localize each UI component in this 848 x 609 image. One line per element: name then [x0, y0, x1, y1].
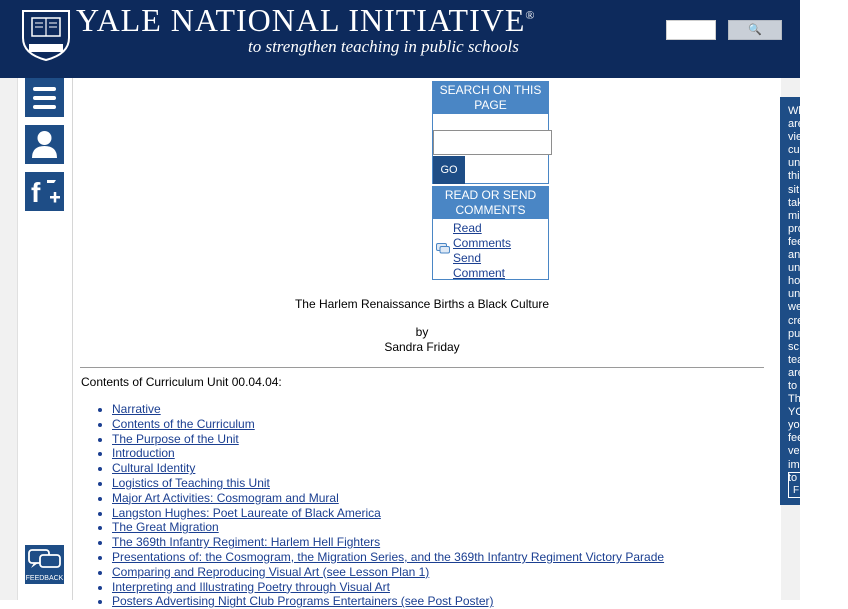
feedback-survey-line: fee: [788, 432, 804, 445]
feedback-survey-line: are: [788, 118, 804, 131]
site-search-button[interactable]: [728, 20, 782, 40]
social-share-button[interactable]: [25, 172, 64, 211]
toc-link[interactable]: Posters Advertising Night Club Programs Entertainers (see Post Poster): [112, 594, 494, 609]
comments-body: [433, 219, 548, 283]
toc-link[interactable]: Cultural Identity: [112, 461, 196, 476]
feedback-survey-line: pro: [788, 222, 804, 235]
toc-item: [112, 580, 664, 595]
svg-text:f: f: [31, 177, 41, 208]
feedback-button[interactable]: [25, 545, 64, 584]
read-comments-link[interactable]: Read Comments: [453, 221, 512, 250]
feedback-survey-line: Th: [788, 393, 801, 406]
toc-item: [112, 417, 664, 432]
feedback-survey-line: sc: [788, 340, 799, 353]
toc-link[interactable]: Narrative: [112, 402, 161, 416]
toc-link[interactable]: Introduction: [112, 446, 175, 461]
registered-mark: ®: [525, 8, 536, 22]
byline-by: by: [415, 325, 429, 339]
author-name: Sandra Friday: [384, 340, 460, 354]
toc-link[interactable]: Major Art Activities: Cosmogram and Mural: [112, 490, 339, 505]
toc-link[interactable]: Contents of the Curriculum: [112, 416, 255, 431]
chat-bubbles-icon: [25, 545, 64, 573]
feedback-survey-line: vie: [788, 131, 803, 144]
toc-item: [112, 550, 664, 565]
comments-widget: [432, 186, 549, 280]
feedback-survey-line: YO: [788, 406, 804, 419]
feedback-survey-line: im: [788, 458, 800, 471]
user-account-button[interactable]: [25, 125, 64, 164]
feedback-survey-line: Wh: [788, 105, 805, 117]
feedback-survey-line: tea: [788, 353, 804, 366]
feedback-survey-line: un: [788, 157, 801, 170]
comments-heading: READ OR SEND COMMENTS: [433, 187, 548, 219]
feedback-survey-line: to: [788, 471, 798, 484]
feedback-survey-line: ve: [788, 445, 800, 458]
feedback-survey-text: [788, 105, 848, 485]
toc-item: [112, 432, 664, 447]
site-search-input[interactable]: [666, 20, 716, 40]
toc-link[interactable]: Interpreting and Illustrating Poetry through Visual Art: [112, 579, 390, 594]
feedback-survey-line: cre: [788, 314, 804, 327]
toc-link[interactable]: Logistics of Teaching this Unit: [112, 475, 270, 490]
page-search-heading: SEARCH ON THIS PAGE: [433, 82, 548, 114]
toc-item: [112, 461, 664, 476]
toc-item: [112, 446, 664, 461]
feedback-survey-line: un: [788, 288, 801, 301]
feedback-label: FEEDBACK: [25, 575, 64, 582]
site-title-text[interactable]: YALE NATIONAL INITIATIVE: [76, 2, 526, 38]
site-tagline: to strengthen teaching in public schools: [248, 37, 519, 56]
toc-item: [112, 594, 664, 609]
feedback-survey-line: cu: [788, 144, 800, 157]
feedback-survey-line: un: [788, 262, 801, 275]
user-icon: [25, 125, 64, 164]
page-search-widget: [432, 81, 549, 184]
yale-shield-icon: [20, 8, 72, 62]
comments-links: [453, 221, 523, 281]
feedback-survey-line: yo: [788, 419, 800, 432]
feedback-survey-line: pu: [788, 327, 801, 340]
feedback-survey-line: mi: [788, 209, 800, 222]
site-header: [0, 0, 800, 78]
toc-item: [112, 565, 664, 580]
feedback-survey-line: thi: [788, 170, 800, 183]
toc-link[interactable]: Comparing and Reproducing Visual Art (see Lesson Plan 1): [112, 564, 430, 579]
feedback-survey-button[interactable]: F: [788, 472, 818, 498]
send-comment-link[interactable]: Send Comment: [453, 251, 506, 280]
toc-item: [112, 476, 664, 491]
toc-link[interactable]: The Great Migration: [112, 520, 219, 535]
toc-link[interactable]: The 369th Infantry Regiment: Harlem Hell Fighters: [112, 535, 381, 550]
toc-item: [112, 506, 664, 521]
toc-item: [112, 535, 664, 550]
menu-button[interactable]: [25, 78, 64, 117]
search-icon: 🔍: [748, 24, 762, 36]
site-title[interactable]: [76, 2, 536, 39]
feedback-survey-line: are: [788, 366, 804, 379]
feedback-survey-panel: [780, 97, 805, 505]
divider: [80, 367, 764, 368]
feedback-survey-line: sit: [788, 183, 799, 196]
toc-link[interactable]: Langston Hughes: Poet Laureate of Black America: [112, 505, 381, 520]
feedback-survey-line: to: [788, 379, 798, 392]
toc-item: [112, 402, 664, 417]
table-of-contents: [80, 402, 664, 609]
go-button[interactable]: GO: [433, 156, 465, 184]
feedback-survey-line: tak: [788, 196, 803, 209]
toc-link[interactable]: The Purpose of the Unit: [112, 431, 239, 446]
toc-link[interactable]: Presentations of: the Cosmogram, the Migration Series, and the 369th Infantry Regiment Victory Parade: [112, 549, 665, 564]
contents-heading: Contents of Curriculum Unit 00.04.04:: [81, 375, 282, 389]
hamburger-menu-icon: [25, 78, 64, 117]
unit-title: The Harlem Renaissance Births a Black Culture: [294, 297, 550, 311]
page-search-input[interactable]: [433, 130, 552, 155]
feedback-survey-line: an: [788, 249, 801, 262]
feedback-survey-line: fee: [788, 235, 804, 248]
facebook-twitter-plus-icon: [25, 172, 64, 211]
feedback-survey-line: we: [788, 301, 803, 314]
toc-item: [112, 491, 664, 506]
feedback-survey-line: ho: [788, 275, 801, 288]
comment-bubble-icon: [436, 243, 450, 255]
toc-item: [112, 520, 664, 535]
